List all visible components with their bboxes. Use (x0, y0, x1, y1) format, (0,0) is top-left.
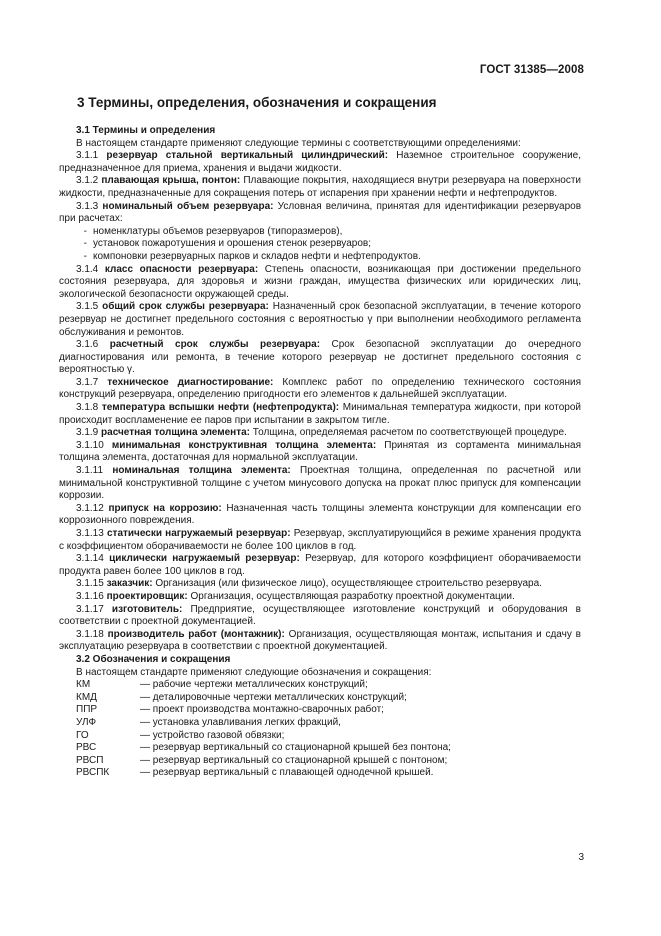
term-name: расчетная толщина элемента: (101, 427, 251, 439)
term-text: Организация, осуществляющая разработку проектной документации. (187, 590, 515, 602)
abbreviation-row (59, 755, 581, 768)
term-number: 3.1.1 (76, 150, 99, 162)
abbreviation-description: — проект производства монтажно-сварочных работ; (140, 704, 384, 716)
abbreviation-code: КМ (76, 679, 91, 691)
term-definition (59, 201, 581, 226)
term-name: класс опасности резервуара: (104, 263, 259, 275)
term-name: температура вспышки нефти (нефтепродукта): (101, 402, 340, 414)
abbreviation-description: — установка улавливания легких фракций, (140, 716, 341, 728)
term-number: 3.1.9 (76, 427, 99, 439)
paragraph-intro: В настоящем стандарте применяют следующие обозначения и сокращения: (76, 666, 432, 678)
term-text: Резервуар, для которого коэффициент оборачиваемости продукта равен более 100 циклов в год. (59, 553, 581, 577)
term-text: Срок безопасной эксплуатации до очередного диагностирования или ремонта, в течение которого резервуар не достигнет предельного состояния с вероятностью γ. (59, 339, 582, 376)
abbreviation-code: РВСП (76, 754, 104, 766)
document-body (59, 125, 581, 780)
term-definition (59, 427, 581, 440)
term-definition (59, 377, 581, 402)
term-definition (59, 150, 581, 175)
term-definition (59, 175, 581, 200)
term-name: плавающая крыша, понтон: (101, 175, 241, 187)
term-text: Организация, осуществляющая монтаж, испытания и сдачу в эксплуатацию резервуара в соответствии с проектной документацией. (59, 628, 581, 653)
term-number: 3.1.2 (76, 175, 99, 187)
term-text: Минимальная температура жидкости, при которой происходит воспламенение ее паров при испытании в закрытом тигле. (59, 402, 581, 426)
term-name: номинальная толщина элемента: (112, 465, 291, 477)
paragraph-intro: В настоящем стандарте применяют следующие термины с соответствующими определениями: (76, 137, 521, 149)
term-number: 3.1.18 (76, 628, 104, 640)
terms-block-1 (59, 150, 581, 226)
document-header-id: ГОСТ 31385—2008 (479, 64, 584, 76)
term-text: Проектная толщина, определенная по расчетной или минимальной конструктивной толщине с учетом минусового допуска на прокат плюс припуск для компенсации коррозии. (59, 465, 581, 502)
term-number: 3.1.17 (76, 603, 104, 615)
term-text: Наземное строительное сооружение, предназначенное для приема, хранения и выдачи жидкости. (59, 150, 581, 174)
term-name: заказчик: (106, 578, 153, 590)
term-number: 3.1.3 (76, 200, 99, 212)
term-definition (59, 503, 581, 528)
abbreviation-row (59, 767, 581, 780)
term-definition (59, 465, 581, 503)
list-item: - номенклатуры объемов резервуаров (типоразмеров), (83, 225, 343, 237)
term-number: 3.1.5 (76, 301, 99, 313)
term-name: припуск на коррозию: (108, 502, 222, 514)
term-name: общий срок службы резервуара: (102, 301, 269, 313)
term-definition (59, 528, 581, 553)
term-number: 3.1.6 (76, 339, 99, 351)
term-name: минимальная конструктивная толщина элемента: (111, 439, 377, 451)
term-text: Плавающие покрытия, находящиеся внутри резервуара на поверхности жидкости, предназначенные для сокращения потерь от испарения при хранении нефти и нефтепродуктов. (59, 175, 581, 199)
term-name: производитель работ (монтажник): (107, 628, 285, 640)
term-name: номинальный объем резервуара: (102, 200, 274, 212)
list-item: - компоновки резервуарных парков и складов нефти и нефтепродуктов. (83, 250, 421, 262)
term-definition (59, 264, 581, 302)
term-number: 3.1.16 (76, 590, 104, 602)
abbreviation-description: — резервуар вертикальный с плавающей однодечной крышей. (140, 767, 434, 779)
abbreviation-list (59, 679, 581, 780)
term-definition (59, 591, 581, 604)
term-definition (59, 578, 581, 591)
abbreviation-code: РВСПК (76, 767, 110, 779)
term-text: Организация (или физическое лицо), осуществляющее строительство резервуара. (152, 578, 542, 590)
abbreviation-row (59, 679, 581, 692)
term-number: 3.1.8 (76, 402, 99, 414)
term-definition (59, 629, 581, 654)
term-definition (59, 604, 581, 629)
term-name: циклически нагружаемый резервуар: (109, 553, 300, 565)
term-number: 3.1.11 (76, 465, 104, 477)
abbreviation-description: — резервуар вертикальный со стационарной крышей с понтоном; (140, 754, 448, 766)
abbreviation-description: — устройство газовой обвязки; (140, 729, 285, 741)
term-number: 3.1.4 (76, 263, 99, 275)
subsection-heading: 3.1 Термины и определения (76, 125, 216, 136)
term-name: резервуар стальной вертикальный цилиндрический: (106, 150, 389, 162)
page-number: 3 (578, 852, 584, 863)
term-definition (59, 440, 581, 465)
term-definition (59, 339, 581, 377)
term-text: Комплекс работ по определению технического состояния конструкций резервуара, определению пригодности его элементов к дальнейшей эксплуатации. (59, 376, 581, 401)
term-text: Резервуар, эксплуатирующийся в режиме хранения продукта с коэффициентом оборачиваемости не более 100 циклов в год. (59, 528, 582, 552)
abbreviation-row (59, 692, 581, 705)
list-item: - установок пожаротушения и орошения стенок резервуаров; (83, 238, 371, 250)
subsection-heading: 3.2 Обозначения и сокращения (76, 653, 231, 665)
abbreviation-code: ГО (76, 729, 89, 741)
term-text: Толщина, определяемая расчетом по соответствующей процедуре. (250, 427, 567, 439)
abbreviation-row (59, 742, 581, 755)
term-number: 3.1.10 (76, 439, 104, 451)
term-definition (59, 553, 581, 578)
term-text: Условная величина, принятая для идентификации резервуаров при расчетах: (59, 200, 582, 225)
term-text: Предприятие, осуществляющее изготовление конструкций и оборудования в соответствии с проектной документацией. (59, 603, 581, 628)
term-text: Принятая из сортамента минимальная толщина элемента, достаточная для нормальной эксплуатации. (59, 439, 581, 464)
abbreviation-description: — деталировочные чертежи металлических конструкций; (140, 691, 407, 703)
term-list (59, 226, 581, 264)
term-definition (59, 301, 581, 339)
term-text: Назначенный срок безопасной эксплуатации, в течение которого резервуар не достигнет предельного состояния с вероятностью γ при выполнении необходимого регламента обслуживания и ремонтов. (59, 301, 581, 338)
term-name: проектировщик: (106, 590, 188, 602)
abbreviation-row (59, 730, 581, 743)
abbreviation-code: УЛФ (76, 716, 97, 728)
terms-block-2 (59, 264, 581, 654)
abbreviation-description: — резервуар вертикальный со стационарной крышей без понтона; (140, 742, 451, 754)
abbreviation-row (59, 704, 581, 717)
term-number: 3.1.12 (76, 502, 104, 514)
section-title: 3 Термины, определения, обозначения и сокращения (77, 95, 437, 110)
term-text: Степень опасности, возникающая при достижении предельного состояния резервуара, для здоровья и жизни граждан, имущества физических или юридических лиц, экологической безопасности окружающей среды. (59, 263, 581, 300)
abbreviation-code: РВС (76, 742, 97, 754)
term-name: статически нагружаемый резервуар: (106, 528, 291, 539)
term-number: 3.1.7 (76, 376, 99, 388)
term-number: 3.1.13 (76, 528, 104, 539)
term-number: 3.1.15 (76, 578, 104, 590)
abbreviation-code: ППР (76, 704, 98, 716)
term-name: расчетный срок службы резервуара: (109, 339, 321, 351)
term-definition (59, 402, 581, 427)
term-name: техническое диагностирование: (107, 376, 274, 388)
abbreviation-code: КМД (76, 691, 97, 703)
term-text: Назначенная часть толщины элемента конструкции для компенсации его коррозионного повреждения. (59, 502, 582, 527)
term-name: изготовитель: (111, 603, 183, 615)
abbreviation-row (59, 717, 581, 730)
term-number: 3.1.14 (76, 553, 104, 565)
abbreviation-description: — рабочие чертежи металлических конструкций; (140, 679, 368, 691)
